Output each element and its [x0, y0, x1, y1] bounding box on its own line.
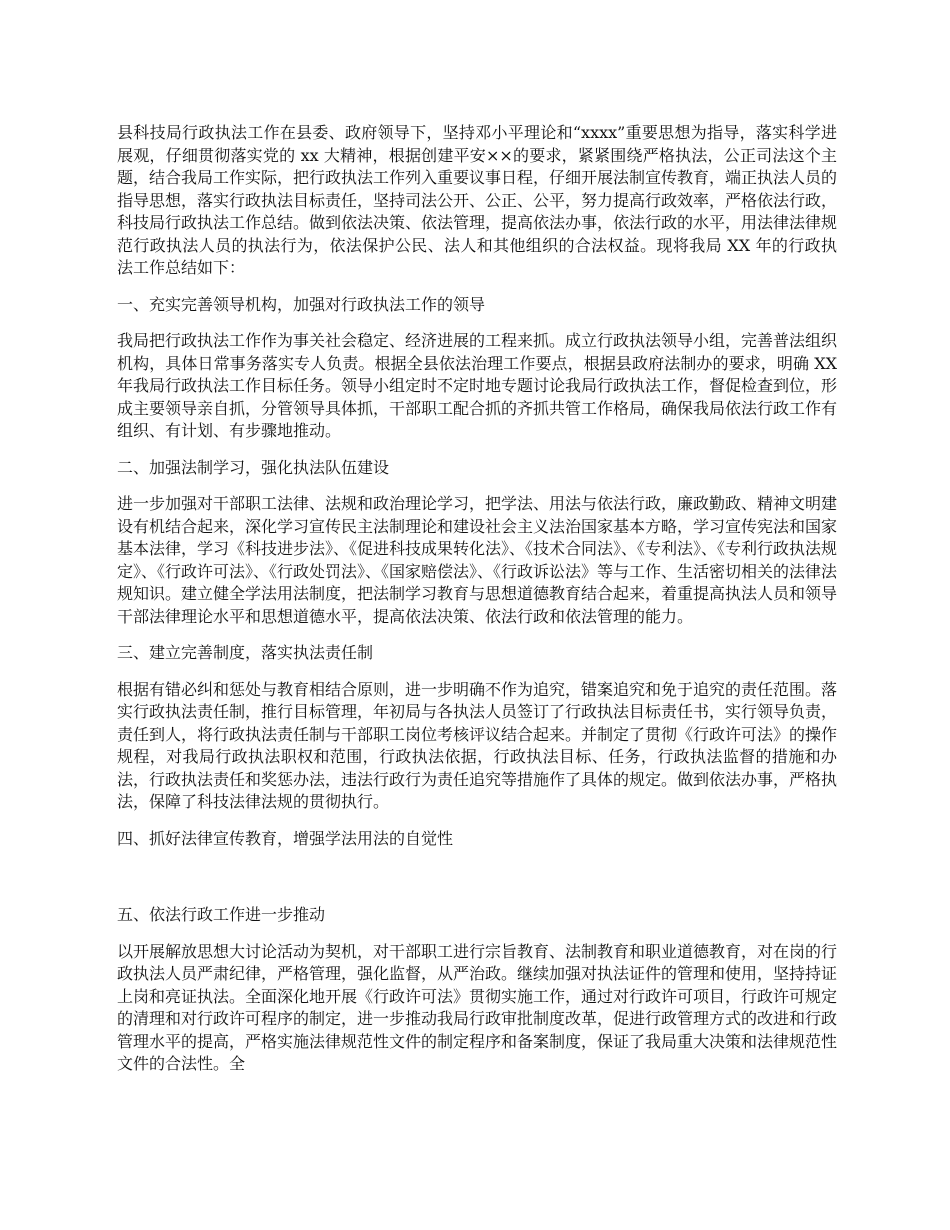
section-body-1: 我局把行政执法工作作为事关社会稳定、经济进展的工程来抓。成立行政执法领导小组，完善普法组织机构，具体日常事务落实专人负责。根据全县依法治理工作要点，根据县政府法制办的要求，明确 XX 年我局行政执法工作目标任务。领导小组定时不定时地专题讨论我局行政执法工作，督促检查到位，形成主要领导亲自抓，分管领导具体抓，干部职工配合抓的齐抓共管工作格局，确保我局依法行政工作有组织、有计划、有步骤地推动。: [117, 331, 838, 440]
section-heading-2: 二、加强法制学习，强化执法队伍建设: [117, 457, 390, 477]
document-page: [117, 122, 837, 1090]
section-heading-4: 四、抓好法律宣传教育，增强学法用法的自觉性: [117, 828, 454, 848]
section-body-2: 进一步加强对干部职工法律、法规和政治理论学习，把学法、用法与依法行政，廉政勤政、精神文明建设有机结合起来，深化学习宣传民主法制理论和建设社会主义法治国家基本方略，学习宣传宪法和国家基本法律，学习《科技进步法》、《促进科技成果转化法》、《技术合同法》、《专利法》、《专利行政执法规定》、《行政许可法》、《行政处罚法》、《国家赔偿法》、《行政诉讼法》等与工作、生活密切相关的法律法规知识。建立健全学法用法制度，把法制学习教育与思想道德教育结合起来，着重提高执法人员和领导干部法律理论水平和思想道德水平，提高依法决策、依法行政和依法管理的能力。: [117, 494, 838, 626]
section-heading-3: 三、建立完善制度，落实执法责任制: [117, 643, 374, 662]
intro-paragraph: 县科技局行政执法工作在县委、政府领导下，坚持邓小平理论和“xxxx”重要思想为指导，落实科学进展观，仔细贯彻落实党的 xx 大精神，根据创建平安××的要求，紧紧围绕严格执法，公正司法这个主题，结合我局工作实际，把行政执法工作列入重要议事日程，仔细开展法制宣传教育，端正执法人员的指导思想，落实行政执法目标责任，坚持司法公开、公正、公平，努力提高行政效率，严格依法行政，科技局行政执法工作总结。做到依法决策、依法管理，提高依法办事，依法行政的水平，用法律法律规范行政执法人员的执法行为，依法保护公民、法人和其他组织的合法权益。现将我局 XX 年的行政执法工作总结如下：: [117, 123, 838, 277]
section-body-3: 根据有错必纠和惩处与教育相结合原则，进一步明确不作为追究，错案追究和免于追究的责任范围。落实行政执法责任制，推行目标管理，年初局与各执法人员签订了行政执法目标责任书，实行领导负责，责任到人，将行政执法责任制与干部职工岗位考核评议结合起来。并制定了贯彻《行政许可法》的操作规程，对我局行政执法职权和范围，行政执法依据，行政执法目标、任务，行政执法监督的措施和办法，行政执法责任和奖惩办法，违法行政行为责任追究等措施作了具体的规定。做到依法办事，严格执法，保障了科技法律法规的贯彻执行。: [117, 679, 838, 811]
section-body-5: 以开展解放思想大讨论活动为契机，对干部职工进行宗旨教育、法制教育和职业道德教育，对在岗的行政执法人员严肃纪律，严格管理，强化监督，从严治政。继续加强对执法证件的管理和使用，坚持持证上岗和亮证执法。全面深化地开展《行政许可法》贯彻实施工作，通过对行政许可项目，行政许可规定的清理和对行政许可程序的制定，进一步推动我局行政审批制度改革，促进行政管理方式的改进和行政管理水平的提高，严格实施法律规范性文件的制定程序和备案制度，保证了我局重大决策和法律规范性文件的合法性。全: [117, 941, 838, 1073]
section-heading-1: 一、充实完善领导机构，加强对行政执法工作的领导: [117, 294, 486, 314]
blank-spacer: [117, 864, 837, 904]
section-heading-5: 五、依法行政工作进一步推动: [117, 905, 326, 924]
